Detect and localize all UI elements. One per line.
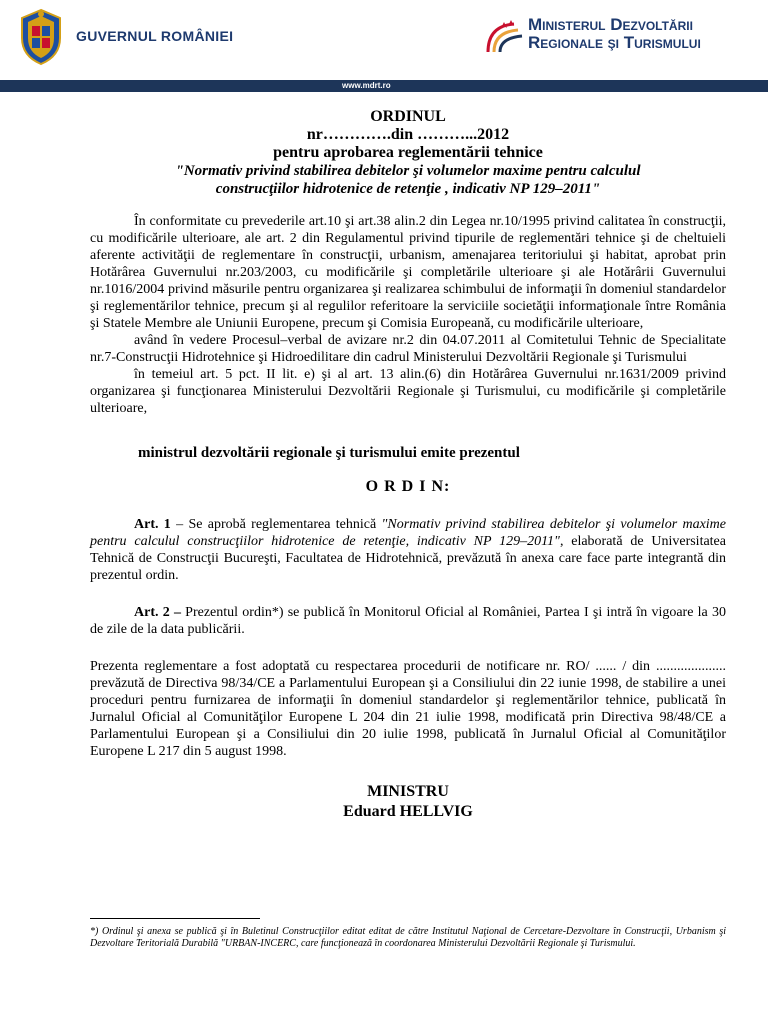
ministry-title-line2: Regionale şi Turismului [528, 32, 701, 52]
order-number: nr………….din ………...2012 [306, 126, 510, 143]
romania-coat-of-arms-icon [14, 8, 68, 66]
issuing-statement: ministrul dezvoltării regionale şi turismului emite prezentul [138, 445, 520, 461]
document-body [90, 108, 726, 822]
preamble-paragraph-3: în temeiul art. 5 pct. II lit. e) şi al art. 13 alin.(6) din Hotărârea Guvernului nr.1631/2009 privind organizarea şi funcţionarea Ministerului Dezvoltării Regionale şi Turismului, cu modificările şi completările ulterioare, [90, 367, 726, 416]
article-1 [90, 516, 726, 584]
article-2 [90, 604, 726, 638]
page-header [0, 0, 768, 78]
preamble-paragraph-2: având în vedere Procesul–verbal de avizare nr.2 din 04.07.2011 al Comitetului Tehnic de Specialitate nr.7-Construcţii Hidrotehnice şi Hidroedilitare din cadrul Ministerului Dezvoltării Regionale şi Turismului [90, 333, 726, 365]
mdrt-logo-icon [484, 18, 524, 56]
article-1-norm-title: "Normativ privind stabilirea debitelor şi volumelor maxime pentru calculul construcţiilor hidrotenice de retenţie, indicativ NP 129–2011" [90, 517, 726, 549]
order-title: ORDINUL [370, 108, 446, 125]
signature-name: Eduard HELLVIG [343, 803, 473, 820]
ordin-heading: O R D I N: [365, 478, 451, 495]
norm-title-line2: construcţiilor hidrotenice de retenţie , indicativ NP 129–2011" [215, 181, 601, 197]
signature-role: MINISTRU [367, 783, 449, 800]
footnote-divider [90, 918, 260, 919]
order-subject: pentru aprobarea reglementării tehnice [273, 144, 543, 161]
notification-paragraph: Prezenta reglementare a fost adoptată cu respectarea procedurii de notificare nr. RO/ ...... / din .................... prevăzută de Directiva 98/34/CE a Parlamentului European şi a Consiliului din 22 iunie 1998, de stabilire a unei proceduri pentru furnizarea de informaţii în domeniul standardelor şi reglementărilor tehnice, publicată în Jurnalul Oficial al Comunităţilor Europene L 204 din 21 iulie 1998, modificată prin Directiva 98/48/CE a Parlamentului European şi a Consiliului din 20 iulie 1998, publicată în Jurnalul Oficial al Comunităţilor Europene L 217 din 5 august 1998. [90, 659, 726, 759]
ministry-title [528, 16, 701, 52]
norm-title-line1: "Normativ privind stabilirea debitelor şi volumelor maxime pentru calculul [175, 163, 641, 179]
website-link[interactable]: www.mdrt.ro [342, 81, 391, 90]
preamble-paragraph-1: În conformitate cu prevederile art.10 şi art.38 alin.2 din Legea nr.10/1995 privind calitatea în construcţii, cu modificările ulterioare, ale art. 2 din Regulamentul privind tipurile de reglementări tehnice şi de cheltuieli aferente activităţii de reglementare în construcţii, urbanism, amenajarea teritoriului şi habitat, aprobat prin Hotărârea Guvernului nr.203/2003, cu modificările şi completările ulterioare şi ale Hotărârii Guvernului nr.1016/2004 privind măsurile pentru organizarea şi realizarea schimbului de informaţii în domeniul standardelor şi reglementărilor tehnice, precum şi al regulilor referitoare la serviciile societăţii informaţionale între România şi Statele Membre ale Uniunii Europene, precum şi Comisia Europeană, cu modificările ulterioare, [90, 214, 726, 331]
article-1-text: , elaborată de Universitatea Tehnică de Construcţii Bucureşti, Facultatea de Hidrotehnică, prevăzută în anexa care face parte integrantă din prezentul ordin. [90, 534, 726, 583]
article-1-label: Art. 1 [134, 517, 171, 532]
footnote: *) Ordinul şi anexa se publică şi în Buletinul Construcţiilor editat editat de către Institutul Naţional de Cercetare-Dezvoltare în Construcţii, Urbanism şi Dezvoltare Teritorială Durabilă "URBAN-INCERC, care funcţionează în coordonarea Ministerului Dezvoltării Regionale şi Turismului. [90, 926, 726, 949]
article-2-label: Art. 2 – [134, 605, 181, 620]
signature-block [90, 782, 726, 822]
ministry-title-line1: Ministerul Dezvoltării [528, 15, 693, 34]
government-title: GUVERNUL ROMÂNIEI [76, 28, 234, 44]
article-1-intro: – Se aprobă reglementarea tehnică [170, 517, 382, 532]
article-2-text: Prezentul ordin*) se publică în Monitorul Oficial al României, Partea I şi intră în vigoare la 30 de zile de la data publicării. [90, 605, 726, 637]
